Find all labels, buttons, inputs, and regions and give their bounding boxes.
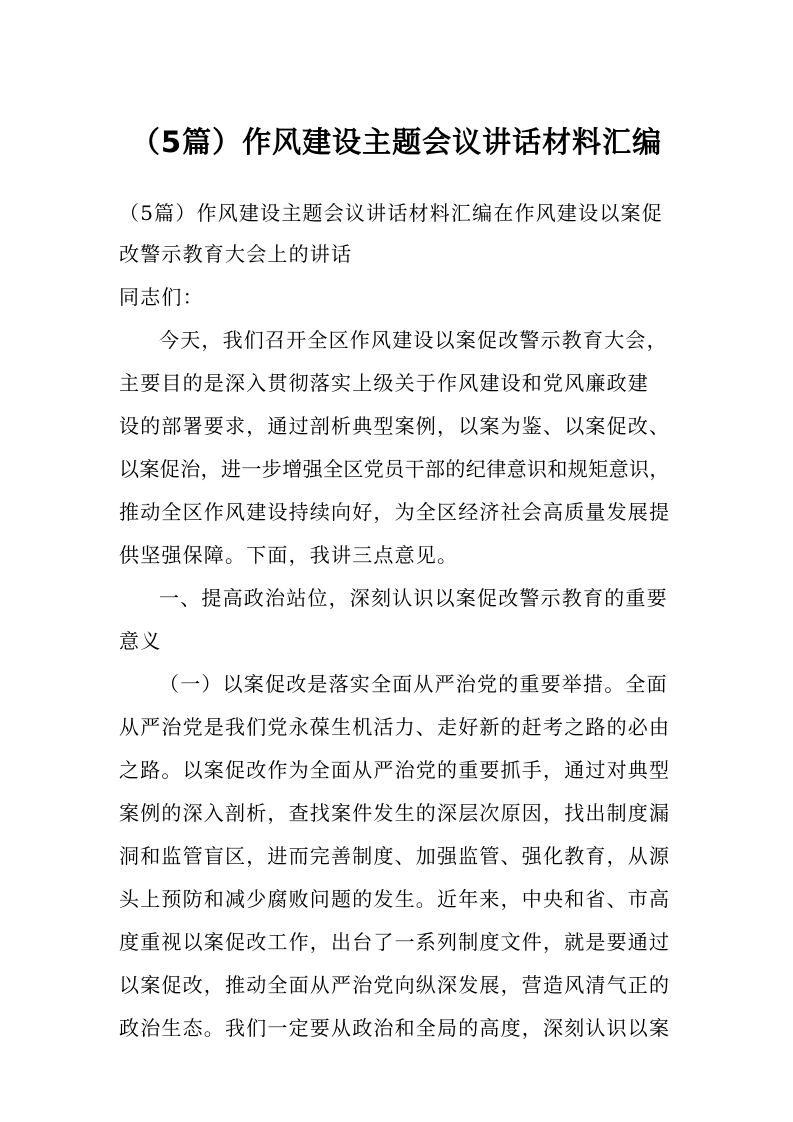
body-line: 度重视以案促改工作，出台了一系列制度文件，就是要通过 — [119, 930, 671, 954]
body-line: 以案促治，进一步增强全区党员干部的纪律意识和规矩意识， — [119, 457, 670, 481]
body-line: 之路。以案促改作为全面从严治党的重要抓手，通过对典型 — [119, 758, 671, 782]
body-line: 主要目的是深入贯彻落实上级关于作风建设和党风廉政建 — [119, 371, 649, 395]
body-line: 头上预防和减少腐败问题的发生。近年来，中央和省、市高 — [119, 887, 671, 911]
body-line: 同志们： — [119, 285, 204, 309]
section-heading-line: 一、提高政治站位，深刻认识以案促改警示教育的重要 — [159, 586, 668, 610]
body-line: 以案促改，推动全面从严治党向纵深发展，营造风清气正的 — [119, 973, 671, 997]
body-line: 供坚强保障。下面，我讲三点意见。 — [119, 543, 459, 567]
body-line: 政治生态。我们一定要从政治和全局的高度，深刻认识以案 — [119, 1016, 671, 1040]
body-line: 改警示教育大会上的讲话 — [119, 242, 353, 266]
body-line: 设的部署要求，通过剖析典型案例，以案为鉴、以案促改、 — [119, 414, 671, 438]
body-line: 案例的深入剖析，查找案件发生的深层次原因，找出制度漏 — [119, 801, 671, 825]
body-line: 今天，我们召开全区作风建设以案促改警示教育大会， — [159, 328, 668, 352]
document-title: （5篇）作风建设主题会议讲话材料汇编 — [130, 125, 663, 159]
body-line: （一）以案促改是落实全面从严治党的重要举措。全面 — [159, 672, 668, 696]
body-line: 洞和监管盲区，进而完善制度、加强监管、强化教育，从源 — [119, 844, 671, 868]
section-heading-line: 意义 — [119, 629, 162, 653]
body-line: （5篇）作风建设主题会议讲话材料汇编在作风建设以案促 — [119, 201, 663, 225]
body-line: 从严治党是我们党永葆生机活力、走好新的赶考之路的必由 — [119, 715, 671, 739]
body-line: 推动全区作风建设持续向好，为全区经济社会高质量发展提 — [119, 500, 671, 524]
